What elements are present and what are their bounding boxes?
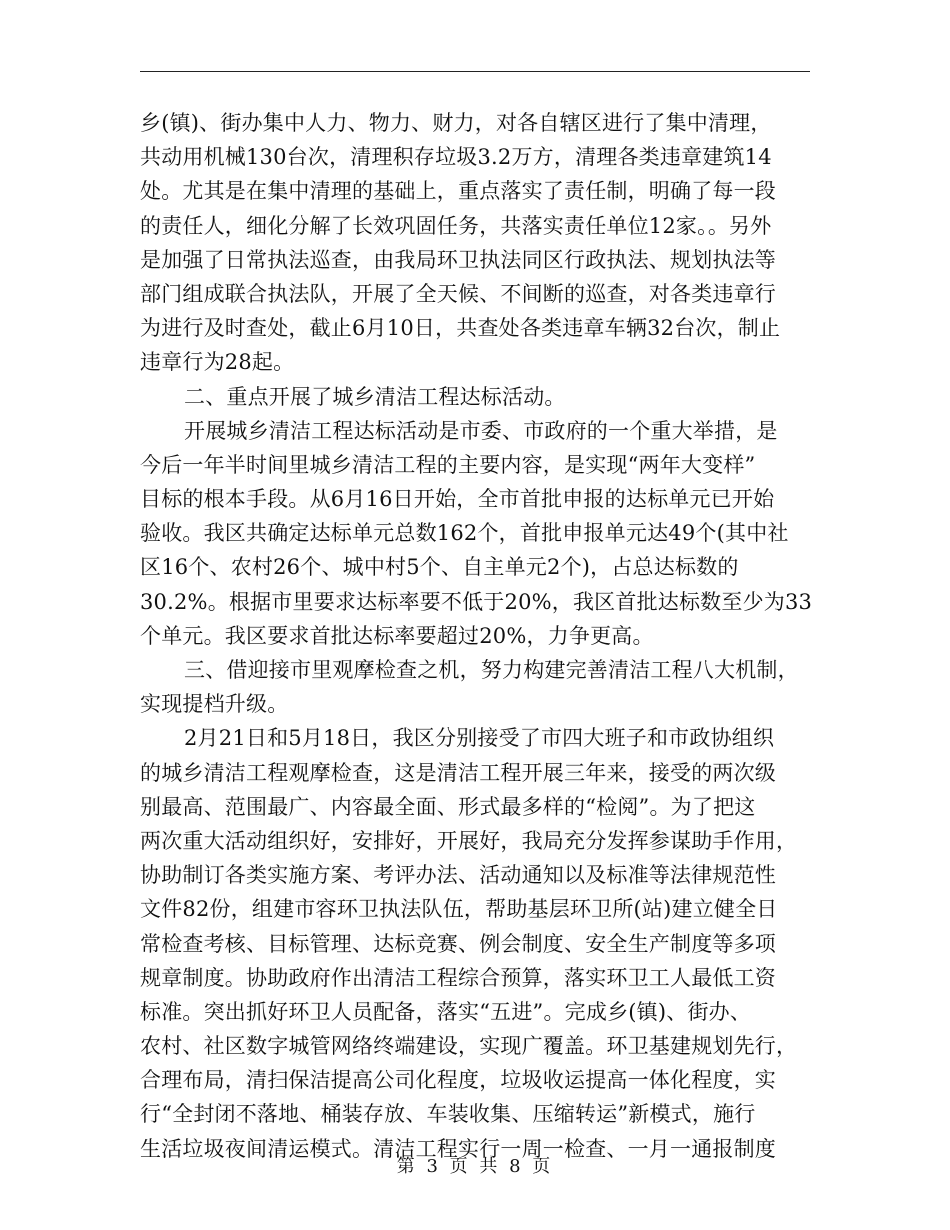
- text-line: 2月21日和5月18日，我区分别接受了市四大班子和市政协组织: [184, 726, 775, 751]
- document-body: [140, 106, 813, 1166]
- text-line: 常检查考核、目标管理、达标竞赛、例会制度、安全生产制度等多项: [140, 931, 776, 956]
- text-line: 目标的根本手段。从6月16日开始，全市首批申报的达标单元已开始: [140, 487, 775, 512]
- text-line: 实现提档升级。: [140, 692, 289, 717]
- text-line: 农村、社区数字城管网络终端建设，实现广覆盖。环卫基建规划先行，: [140, 1034, 798, 1059]
- text-line: 文件82份，组建市容环卫执法队伍，帮助基层环卫所(站)建立健全日: [140, 897, 778, 922]
- text-line: 为进行及时查处，截止6月10日，共查处各类违章车辆32台次，制止: [140, 316, 781, 341]
- header-rule: [140, 71, 810, 72]
- text-line: 30.2%。根据市里要求达标率要不低于20%，我区首批达标数至少为33: [140, 589, 813, 614]
- text-line: 两次重大活动组织好，安排好，开展好，我局充分发挥参谋助手作用，: [140, 828, 798, 853]
- text-line: 处。尤其是在集中清理的基础上，重点落实了责任制，明确了每一段: [140, 179, 776, 204]
- text-line: 区16个、农村26个、城中村5个、自主单元2个)，占总达标数的: [140, 555, 739, 580]
- text-line: 合理布局，清扫保洁提高公司化程度，垃圾收运提高一体化程度，实: [140, 1068, 776, 1093]
- text-line: 三、借迎接市里观摩检查之机，努力构建完善清洁工程八大机制，: [184, 658, 799, 682]
- text-line: 协助制订各类实施方案、考评办法、活动通知以及标准等法律规范性: [140, 863, 776, 888]
- text-line: 的责任人，细化分解了长效巩固任务，共落实责任单位12家。。另外: [140, 213, 772, 238]
- text-line: 今后一年半时间里城乡清洁工程的主要内容，是实现“两年大变样”: [140, 452, 756, 477]
- text-line: 行“全封闭不落地、桶装存放、车装收集、压缩转运”新模式，施行: [140, 1102, 756, 1127]
- page-number-footer: 第 3 页 共 8 页: [396, 1156, 554, 1177]
- text-line: 验收。我区共确定达标单元总数162个，首批申报单元达49个(其中社: [140, 521, 789, 546]
- text-line: 规章制度。协助政府作出清洁工程综合预算，落实环卫工人最低工资: [140, 965, 776, 990]
- text-line: 违章行为28起。: [140, 350, 295, 375]
- text-line: 二、重点开展了城乡清洁工程达标活动。: [184, 384, 566, 409]
- text-line: 个单元。我区要求首批达标率要超过20%，力争更高。: [140, 623, 654, 648]
- text-line: 标准。突出抓好环卫人员配备，落实“五进”。完成乡(镇)、街办、: [140, 999, 752, 1024]
- text-line: 的城乡清洁工程观摩检查，这是清洁工程开展三年来，接受的两次级: [140, 760, 776, 785]
- text-line: 部门组成联合执法队，开展了全天候、不间断的巡查，对各类违章行: [140, 281, 776, 306]
- text-line: 共动用机械130台次，清理积存垃圾3.2万方，清理各类违章建筑14: [140, 145, 772, 170]
- text-line: 开展城乡清洁工程达标活动是市委、市政府的一个重大举措，是: [184, 418, 778, 443]
- text-line: 生活垃圾夜间清运模式。清洁工程实行一周一检查、一月一通报制度: [140, 1136, 776, 1161]
- text-line: 是加强了日常执法巡查，由我局环卫执法同区行政执法、规划执法等: [140, 247, 776, 272]
- text-line: 乡(镇)、街办集中人力、物力、财力，对各自辖区进行了集中清理，: [140, 111, 772, 135]
- text-line: 别最高、范围最广、内容最全面、形式最多样的“检阅”。为了把这: [140, 794, 756, 819]
